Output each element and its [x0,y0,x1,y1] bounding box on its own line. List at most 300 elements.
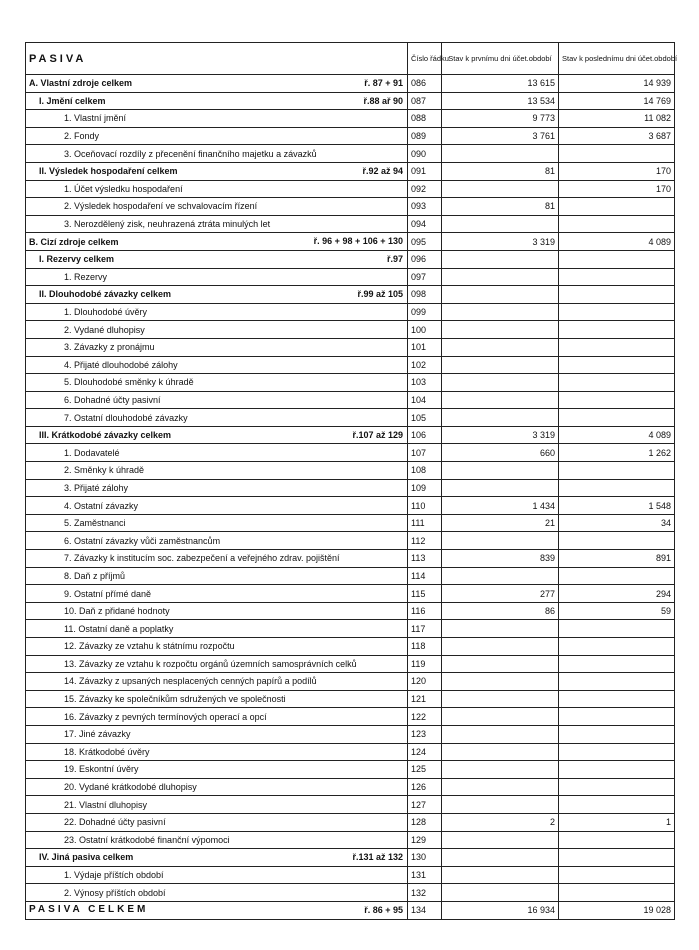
table-row [26,233,675,251]
table-row [26,321,675,339]
row-value-last: 11 082 [559,110,675,128]
table-row [26,813,675,831]
row-value-first [442,250,559,268]
row-label [26,550,408,568]
row-line-number: 125 [408,761,442,779]
row-value-first: 3 761 [442,127,559,145]
row-value-first [442,215,559,233]
row-value-first [442,673,559,691]
table-row [26,690,675,708]
row-value-first [442,796,559,814]
row-label [26,813,408,831]
row-line-number: 115 [408,585,442,603]
table-row [26,162,675,180]
row-value-last: 891 [559,550,675,568]
row-value-last [559,321,675,339]
row-label-text: 10. Daň z přidané hodnoty [64,606,170,617]
table-row [26,866,675,884]
row-label [26,532,408,550]
row-line-number: 130 [408,849,442,867]
row-value-first: 3 319 [442,233,559,251]
table-row [26,497,675,515]
row-value-first [442,708,559,726]
row-line-number: 132 [408,884,442,902]
row-line-number: 086 [408,75,442,93]
row-label-text: 20. Vydané krátkodobé dluhopisy [64,782,197,793]
table-row [26,567,675,585]
table-row [26,110,675,128]
table-row [26,849,675,867]
row-line-number: 114 [408,567,442,585]
row-label [26,268,408,286]
row-value-last: 4 089 [559,233,675,251]
row-line-number: 106 [408,426,442,444]
row-label-text: 3. Oceňovací rozdíly z přecenění finančního majetku a závazků [64,148,317,159]
row-reference: ř. 96 + 98 + 106 + 130 [313,236,403,247]
row-label [26,849,408,867]
row-label [26,743,408,761]
row-value-last [559,391,675,409]
col-header-line-number: Číslo řádku [408,43,442,75]
row-value-first: 13 534 [442,92,559,110]
row-label [26,602,408,620]
row-label-text: 15. Závazky ke společníkům sdružených ve společnosti [64,694,286,705]
row-line-number: 124 [408,743,442,761]
row-label [26,356,408,374]
row-reference: ř.92 až 94 [362,165,403,176]
row-label-text: 23. Ostatní krátkodobé finanční výpomoci [64,834,230,845]
row-value-last: 3 687 [559,127,675,145]
row-value-first [442,655,559,673]
row-label [26,462,408,480]
row-value-first: 86 [442,602,559,620]
row-line-number: 121 [408,690,442,708]
row-line-number: 104 [408,391,442,409]
row-label [26,620,408,638]
row-value-first [442,338,559,356]
row-value-last: 170 [559,180,675,198]
table-row [26,708,675,726]
row-line-number: 108 [408,462,442,480]
row-label [26,110,408,128]
row-line-number: 093 [408,198,442,216]
row-line-number: 094 [408,215,442,233]
row-label-text: 1. Dlouhodobé úvěry [64,307,148,318]
row-label [26,338,408,356]
row-value-first: 3 319 [442,426,559,444]
row-line-number: 111 [408,514,442,532]
row-value-last [559,831,675,849]
row-label [26,673,408,691]
row-label-text: 22. Dohadné účty pasivní [64,817,166,828]
row-reference: ř. 87 + 91 [364,78,403,88]
row-label [26,92,408,110]
row-label-text: 6. Ostatní závazky vůči zaměstnancům [64,535,221,546]
table-row [26,409,675,427]
row-line-number: 088 [408,110,442,128]
row-label-text: 9. Ostatní přímé daně [64,588,152,599]
table-row [26,426,675,444]
row-value-last [559,796,675,814]
row-label [26,479,408,497]
row-label [26,391,408,409]
row-line-number: 096 [408,250,442,268]
table-row [26,127,675,145]
row-label [26,514,408,532]
row-value-last: 1 262 [559,444,675,462]
row-value-last [559,198,675,216]
row-line-number: 099 [408,303,442,321]
row-label-text: 2. Výnosy příštích období [64,887,166,898]
row-line-number: 109 [408,479,442,497]
row-label-text: IV. Jiná pasiva celkem [39,852,134,863]
table-row [26,761,675,779]
row-label [26,180,408,198]
row-value-last [559,884,675,902]
row-line-number: 113 [408,550,442,568]
row-value-first [442,567,559,585]
row-label-text: 2. Fondy [64,131,100,142]
row-label-text: B. Cizí zdroje celkem [29,236,119,247]
row-value-first [442,743,559,761]
row-label [26,75,408,93]
row-value-first [442,761,559,779]
row-label [26,321,408,339]
row-value-last: 59 [559,602,675,620]
table-row [26,145,675,163]
table-row [26,374,675,392]
table-row [26,778,675,796]
row-value-first [442,866,559,884]
row-label-text: 17. Jiné závazky [64,729,131,740]
row-value-first [442,409,559,427]
row-value-first [442,180,559,198]
row-label-text: 19. Eskontní úvěry [64,764,139,775]
table-row [26,602,675,620]
table-row [26,268,675,286]
row-value-first [442,145,559,163]
row-value-last [559,620,675,638]
row-label-text: 18. Krátkodobé úvěry [64,746,150,757]
row-label-text: 3. Přijaté zálohy [64,482,129,493]
row-value-last: 14 939 [559,75,675,93]
table-row [26,638,675,656]
row-value-first [442,778,559,796]
row-value-first: 277 [442,585,559,603]
table-row [26,884,675,902]
row-label-text: 1. Výdaje příštích období [64,870,164,881]
table-row [26,655,675,673]
row-line-number: 112 [408,532,442,550]
row-label-text: 1. Dodavatelé [64,447,120,458]
row-value-first [442,849,559,867]
table-row [26,831,675,849]
table-row [26,620,675,638]
row-line-number: 105 [408,409,442,427]
row-label [26,409,408,427]
row-label [26,374,408,392]
row-line-number: 119 [408,655,442,673]
row-label-text: 13. Závazky ze vztahu k rozpočtu orgánů územních samosprávních celků [64,658,357,669]
row-value-last [559,215,675,233]
row-line-number: 110 [408,497,442,515]
table-row [26,444,675,462]
col-header-last-day: Stav k poslednímu dni účet.období [559,43,675,75]
row-label-text: 5. Dlouhodobé směnky k úhradě [64,377,194,388]
row-label [26,690,408,708]
row-reference: ř.99 až 105 [357,289,403,300]
row-label-text: 7. Závazky k institucím soc. zabezpečení a veřejného zdrav. pojištění [64,553,340,564]
row-value-last: 4 089 [559,426,675,444]
table-row [26,286,675,304]
row-value-first: 1 434 [442,497,559,515]
row-label [26,162,408,180]
row-line-number: 131 [408,866,442,884]
row-line-number: 100 [408,321,442,339]
table-row [26,514,675,532]
total-value-last: 19 028 [559,901,675,919]
row-value-last: 170 [559,162,675,180]
pasiva-table [25,42,678,920]
row-label [26,655,408,673]
row-label [26,567,408,585]
row-label-text: 4. Ostatní závazky [64,500,139,511]
row-value-first [442,374,559,392]
row-line-number: 107 [408,444,442,462]
table-row [26,356,675,374]
row-label-text: 2. Směnky k úhradě [64,465,145,476]
total-line-number: 134 [408,901,442,919]
row-value-last [559,849,675,867]
row-value-first: 660 [442,444,559,462]
table-row [26,198,675,216]
table-row [26,725,675,743]
row-label-text: II. Dlouhodobé závazky celkem [39,289,172,300]
row-label [26,444,408,462]
row-line-number: 091 [408,162,442,180]
row-label [26,884,408,902]
row-value-first: 13 615 [442,75,559,93]
table-row [26,532,675,550]
row-value-first [442,286,559,304]
row-line-number: 122 [408,708,442,726]
table-row [26,462,675,480]
row-line-number: 128 [408,813,442,831]
row-value-last [559,374,675,392]
total-label [26,901,408,919]
table-row [26,180,675,198]
row-label-text: 7. Ostatní dlouhodobé závazky [64,412,188,423]
row-reference: ř.88 ař 90 [363,95,403,106]
row-line-number: 089 [408,127,442,145]
row-line-number: 127 [408,796,442,814]
row-value-last [559,761,675,779]
row-label-text: 21. Vlastní dluhopisy [64,799,148,810]
table-row [26,585,675,603]
row-value-last [559,409,675,427]
row-label [26,215,408,233]
row-label-text: 4. Přijaté dlouhodobé zálohy [64,359,178,370]
total-row [26,901,675,919]
row-value-last [559,356,675,374]
row-value-last [559,778,675,796]
row-value-last [559,250,675,268]
row-line-number: 087 [408,92,442,110]
table-row [26,338,675,356]
row-line-number: 120 [408,673,442,691]
row-value-last [559,532,675,550]
row-value-first [442,303,559,321]
row-line-number: 103 [408,374,442,392]
row-value-first [442,690,559,708]
table-row [26,673,675,691]
table-row [26,550,675,568]
table-row [26,303,675,321]
table-row [26,75,675,93]
row-line-number: 126 [408,778,442,796]
row-label-text: 3. Nerozdělený zisk, neuhrazená ztráta minulých let [64,219,271,230]
row-reference: ř.131 až 132 [352,852,403,863]
row-value-first [442,532,559,550]
total-label-text: PASIVA CELKEM [29,904,149,916]
col-header-first-day: Stav k prvnímu dni účet.období [442,43,559,75]
row-line-number: 090 [408,145,442,163]
row-value-last: 34 [559,514,675,532]
row-value-first [442,391,559,409]
row-value-last: 1 548 [559,497,675,515]
row-label [26,198,408,216]
row-label [26,831,408,849]
row-value-last [559,303,675,321]
row-value-first: 81 [442,198,559,216]
header-row [26,43,675,75]
row-label-text: 16. Závazky z pevných termínových operací a opcí [64,711,267,722]
row-value-first [442,321,559,339]
row-value-first [442,638,559,656]
row-label [26,638,408,656]
row-value-last [559,866,675,884]
row-value-first [442,725,559,743]
row-label-text: I. Jmění celkem [39,95,106,106]
row-value-first: 9 773 [442,110,559,128]
row-value-last [559,567,675,585]
table-row [26,250,675,268]
row-label-text: I. Rezervy celkem [39,254,115,265]
row-label-text: 8. Daň z příjmů [64,570,126,581]
row-label-text: 6. Dohadné účty pasivní [64,394,161,405]
row-value-last [559,145,675,163]
row-label [26,585,408,603]
table-row [26,215,675,233]
row-label-text: A. Vlastní zdroje celkem [29,78,133,89]
row-value-first [442,479,559,497]
row-label-text: 1. Vlastní jmění [64,113,127,124]
row-line-number: 101 [408,338,442,356]
row-label-text: 2. Vydané dluhopisy [64,324,145,335]
row-label-text: 5. Zaměstnanci [64,518,126,529]
row-value-first [442,462,559,480]
row-value-first [442,831,559,849]
row-value-first [442,268,559,286]
row-value-first: 21 [442,514,559,532]
row-value-last [559,708,675,726]
row-label-text: 1. Účet výsledku hospodaření [64,183,183,194]
row-label [26,778,408,796]
row-label-text: 11. Ostatní daně a poplatky [64,623,174,634]
row-value-last [559,462,675,480]
row-value-last: 1 [559,813,675,831]
row-value-last [559,673,675,691]
row-line-number: 117 [408,620,442,638]
row-label [26,426,408,444]
table-row [26,92,675,110]
row-line-number: 129 [408,831,442,849]
row-value-last [559,338,675,356]
row-line-number: 097 [408,268,442,286]
row-value-first: 839 [442,550,559,568]
total-reference: ř. 86 + 95 [364,904,403,915]
row-line-number: 098 [408,286,442,304]
row-reference: ř.97 [386,253,403,264]
row-label [26,866,408,884]
row-label-text: 1. Rezervy [64,271,108,282]
row-label [26,761,408,779]
row-line-number: 118 [408,638,442,656]
row-label [26,796,408,814]
table-row [26,743,675,761]
total-value-first: 16 934 [442,901,559,919]
row-label-text: 14. Závazky z upsaných nesplacených cenných papírů a podílů [64,676,317,687]
row-value-last [559,743,675,761]
row-line-number: 123 [408,725,442,743]
page-title: PASIVA [26,43,408,75]
row-value-last [559,655,675,673]
row-reference: ř.107 až 129 [352,429,403,440]
row-value-first [442,356,559,374]
row-label [26,286,408,304]
row-label [26,725,408,743]
row-label-text: II. Výsledek hospodaření celkem [39,166,178,177]
table-row [26,479,675,497]
row-line-number: 116 [408,602,442,620]
row-value-first: 2 [442,813,559,831]
row-value-last [559,268,675,286]
row-value-last: 14 769 [559,92,675,110]
table-row [26,796,675,814]
row-label [26,250,408,268]
row-label [26,127,408,145]
row-value-first [442,620,559,638]
row-label-text: 3. Závazky z pronájmu [64,342,155,353]
row-label [26,145,408,163]
row-label [26,708,408,726]
row-value-last [559,286,675,304]
row-label [26,303,408,321]
row-label [26,497,408,515]
row-value-last [559,725,675,743]
row-value-last [559,479,675,497]
row-label-text: III. Krátkodobé závazky celkem [39,430,172,441]
row-line-number: 102 [408,356,442,374]
row-line-number: 095 [408,233,442,251]
row-value-first [442,884,559,902]
row-line-number: 092 [408,180,442,198]
row-value-last: 294 [559,585,675,603]
row-value-last [559,690,675,708]
row-value-last [559,638,675,656]
row-label-text: 2. Výsledek hospodaření ve schvalovacím řízení [64,201,258,212]
table-row [26,391,675,409]
